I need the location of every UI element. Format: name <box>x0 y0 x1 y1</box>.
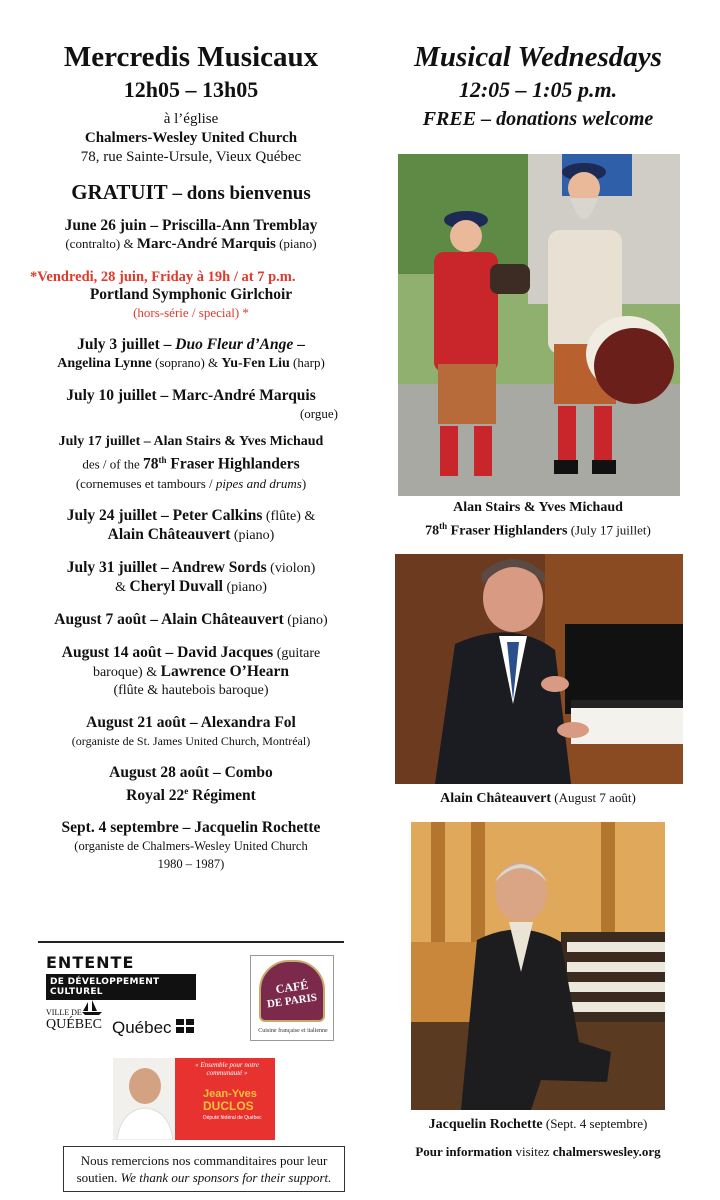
event-aug-28 <box>30 764 352 805</box>
info-text: visitez <box>512 1144 553 1159</box>
english-column <box>380 40 696 132</box>
free-banner-fr <box>30 179 352 207</box>
free-banner-en: FREE – donations welcome <box>422 108 654 130</box>
event-performer: Royal 22 <box>126 786 185 804</box>
event-text: ) <box>301 475 307 491</box>
event-july-31 <box>30 559 352 597</box>
event-text: (contralto) & <box>65 236 137 251</box>
event-performer: Fraser Highlanders <box>166 455 300 473</box>
event-performer: Angelina Lynne <box>57 356 152 371</box>
free-main: GRATUIT <box>71 180 168 204</box>
caption-name: Jacquelin Rochette <box>428 1117 543 1132</box>
event-text: (piano) <box>275 236 317 251</box>
website-link[interactable]: chalmerswesley.org <box>552 1144 661 1159</box>
event-note: (organiste de Chalmers-Wesley United Church <box>74 838 308 853</box>
entente-subtitle: DE DÉVELOPPEMENT CULTUREL <box>46 974 196 1000</box>
duclos-ad <box>113 1058 275 1140</box>
thanks-line: Nous remercions nos commanditaires pour leur <box>80 1153 328 1168</box>
event-text: (flûte) & <box>262 508 316 524</box>
quebec-logos <box>46 1000 206 1040</box>
event-text: (flûte & hautebois baroque) <box>113 682 269 698</box>
event-text: (violon) <box>266 560 316 576</box>
info-label: Pour information <box>415 1144 513 1159</box>
event-note: (organiste de St. James United Church, Montréal) <box>71 733 311 748</box>
entente-title: ENTENTE <box>46 953 135 972</box>
event-aug-7 <box>30 611 352 630</box>
event-performer: Alain Châteauvert <box>107 525 231 543</box>
event-july-24 <box>30 507 352 545</box>
info-line <box>380 1144 696 1160</box>
event-note: (orgue) <box>299 406 338 421</box>
cafe-tagline: Cuisine française et italienne <box>258 1028 328 1034</box>
event-head: July 24 juillet – Peter Calkins <box>66 506 263 524</box>
event-aug-14 <box>30 644 352 700</box>
pianist-illustration <box>395 554 683 784</box>
sponsor-thanks <box>63 1146 345 1192</box>
event-text: (piano) <box>230 527 275 543</box>
ville-name: QUÉBEC <box>46 1017 102 1032</box>
photo-highlanders <box>398 154 680 496</box>
event-note: 1980 – 1987) <box>157 856 225 871</box>
event-june-28 <box>30 268 352 322</box>
french-title: Mercredis Musicaux <box>63 41 319 73</box>
event-aug-21 <box>30 714 352 750</box>
english-time: 12:05 – 1:05 p.m. <box>458 77 618 102</box>
organist-illustration <box>411 822 665 1110</box>
ship-icon <box>80 1000 104 1016</box>
event-head: August 7 août – Alain Châteauvert <box>54 610 284 628</box>
duclos-last: DUCLOS <box>203 1099 254 1113</box>
event-july-3 <box>30 336 352 373</box>
thanks-english: We thank our sponsors for their support. <box>120 1170 332 1185</box>
caption-name: Fraser Highlanders <box>447 523 568 539</box>
caption-date: (Sept. 4 septembre) <box>542 1116 648 1131</box>
caption-date: (August 7 août) <box>550 790 636 805</box>
event-text: (piano) <box>222 579 267 595</box>
event-head: August 21 août – Alexandra Fol <box>86 713 296 731</box>
event-text: des / of the <box>82 456 143 472</box>
event-performer: Portland Symphonic Girlchoir <box>89 286 293 303</box>
event-head: – <box>293 336 305 353</box>
event-head: June 26 juin – Priscilla-Ann Tremblay <box>64 217 318 234</box>
free-rest: – dons bienvenus <box>167 183 311 204</box>
event-text: pipes and drums <box>215 475 302 491</box>
cafe-de-paris-logo <box>250 955 334 1041</box>
caption-pianist <box>380 788 696 808</box>
event-head: August 28 août – Combo <box>109 763 273 781</box>
event-text: (guitare <box>273 645 321 661</box>
event-text: (cornemuses et tambours / <box>75 475 216 491</box>
caption-highlanders <box>380 498 696 541</box>
event-performer: Marc-André Marquis <box>136 236 276 252</box>
event-ensemble: Duo Fleur d’Ange <box>175 336 294 353</box>
event-june-26 <box>30 217 352 254</box>
event-performer: Cheryl Duvall <box>129 577 223 595</box>
ville-de-quebec-logo <box>46 1008 108 1033</box>
french-time: 12h05 – 13h05 <box>123 77 259 102</box>
event-head: July 17 juillet – Alan Stairs & Yves Michaud <box>58 434 324 449</box>
fleur-de-lys-icon <box>176 1019 196 1035</box>
event-head: July 31 juillet – Andrew Sords <box>66 558 267 576</box>
event-text: (soprano) & <box>151 355 222 370</box>
caption-name: Alan Stairs & Yves Michaud <box>453 500 623 515</box>
venue <box>30 110 352 167</box>
event-note: (hors-série / special) * <box>133 305 249 320</box>
event-july-17 <box>30 433 352 493</box>
sponsor-divider <box>38 941 344 943</box>
venue-prefix: à l’église <box>163 111 219 127</box>
thanks-line: soutien. <box>76 1170 121 1185</box>
duclos-quote: « Ensemble pour notre communauté » <box>195 1061 259 1077</box>
event-text: & <box>115 579 130 595</box>
photo-organist <box>411 822 665 1110</box>
event-head: July 3 juillet – <box>77 336 176 353</box>
quebec-wordmark: Québec <box>112 1018 172 1037</box>
caption-superscript: th <box>439 521 448 531</box>
event-head: August 14 août – David Jacques <box>61 643 274 661</box>
caption-date: (July 17 juillet) <box>567 522 651 538</box>
event-performer: 78 <box>142 455 159 473</box>
french-column <box>30 40 352 873</box>
event-text: baroque) & <box>92 664 161 680</box>
caption-organist <box>380 1114 696 1134</box>
quebec-gov-logo <box>112 1018 196 1038</box>
venue-name: Chalmers-Wesley United Church <box>84 130 298 146</box>
event-sept-4 <box>30 819 352 873</box>
cafe-text: DE PARIS <box>266 991 318 1011</box>
ville-small: VILLE DE <box>46 1008 82 1017</box>
english-title: Musical Wednesdays <box>414 41 662 73</box>
event-superscript: th <box>158 455 167 465</box>
duclos-portrait <box>113 1058 175 1140</box>
highlanders-illustration <box>398 154 680 496</box>
cafe-emblem <box>259 960 325 1022</box>
entente-logo <box>46 953 196 1000</box>
cafe-text: CAFÉ <box>274 977 310 997</box>
event-head: *Vendredi, 28 juin, Friday à 19h / at 7 p.m. <box>30 269 296 285</box>
event-performer: Régiment <box>188 786 256 804</box>
caption-name: 78 <box>425 523 440 539</box>
event-head: Sept. 4 septembre – Jacquelin Rochette <box>61 818 321 836</box>
event-head: July 10 juillet – Marc-André Marquis <box>66 387 316 404</box>
event-superscript: e <box>184 785 189 796</box>
photo-pianist <box>395 554 683 784</box>
venue-address: 78, rue Sainte-Ursule, Vieux Québec <box>80 149 302 165</box>
event-text: (harp) <box>289 355 325 370</box>
event-july-10 <box>30 387 352 423</box>
event-text: (piano) <box>283 612 328 628</box>
event-performer: Yu-Fen Liu <box>221 356 290 371</box>
duclos-title: Député fédéral de Québec <box>203 1115 262 1121</box>
duclos-name <box>203 1088 262 1124</box>
caption-name: Alain Châteauvert <box>440 791 551 806</box>
duclos-first: Jean-Yves <box>203 1088 257 1100</box>
event-performer: Lawrence O’Hearn <box>160 662 290 680</box>
